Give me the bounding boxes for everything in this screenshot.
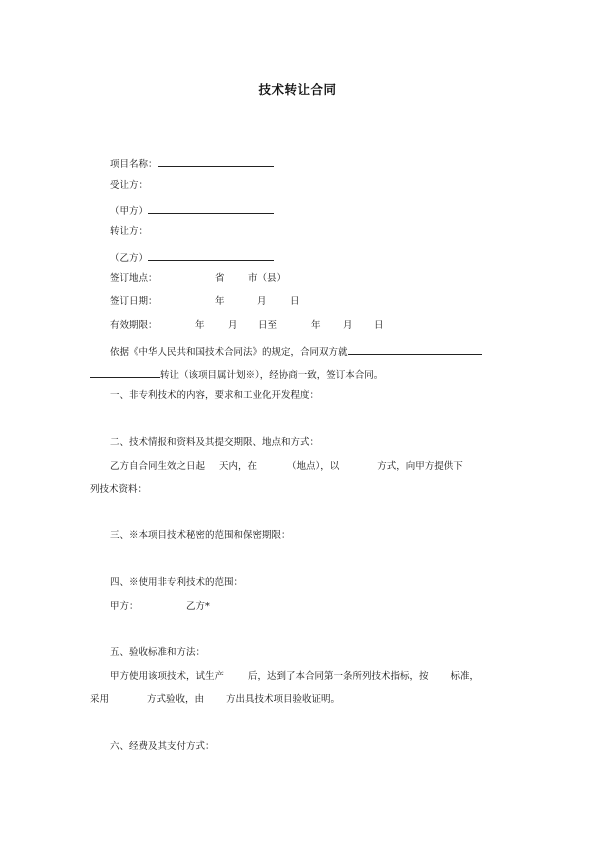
validity-end-year: 年 <box>311 320 321 331</box>
project-name-blank[interactable] <box>158 156 274 167</box>
section-6-heading: 六、经费及其支付方式： <box>110 741 215 752</box>
section-4-party-a: 甲方： <box>110 601 139 612</box>
assignor-label: 转让方： <box>110 226 149 237</box>
sign-date-month: 月 <box>257 296 267 307</box>
party-b-label: （乙方） <box>110 253 149 264</box>
section-5-para-1 <box>110 671 479 683</box>
sign-date-day: 日 <box>290 296 300 307</box>
section-2-heading: 二、技术情报和资料及其提交期限、地点和方式： <box>110 437 320 448</box>
document-title: 技术转让合同 <box>258 82 337 97</box>
sign-date-label: 签订日期： <box>110 296 158 307</box>
sec2-text-a: 乙方自合同生效之日起 <box>110 461 206 472</box>
basis-text-1: 依据《中华人民共和国技术合同法》的规定，合同双方就 <box>110 347 348 358</box>
basis-line-1 <box>110 344 482 359</box>
party-a-line <box>110 203 274 218</box>
sec5-text-c: 标准， <box>450 671 480 682</box>
sec2-text-d: 方式，向甲方提供下 <box>377 461 463 472</box>
sign-place-label: 签订地点： <box>110 273 158 284</box>
sec2-text-b: 天内，在 <box>219 461 258 472</box>
validity-start-month: 月 <box>228 320 238 331</box>
project-name-line <box>110 156 274 171</box>
sign-place-city: 市（县） <box>248 273 287 284</box>
sec5-text-e: 方式验收，由 <box>147 694 205 705</box>
basis-project-blank[interactable] <box>348 344 482 355</box>
section-1-heading: 一、非专利技术的内容，要求和工业化开发程度： <box>110 390 320 401</box>
section-5-para-2 <box>90 694 340 706</box>
party-b-blank[interactable] <box>148 250 274 261</box>
sign-place-province: 省 <box>215 273 225 284</box>
section-2-para-2: 列技术资料： <box>90 484 148 495</box>
section-4-heading: 四、※使用非专利技术的范围： <box>110 577 244 588</box>
validity-until: 日至 <box>258 320 278 331</box>
sec5-text-a: 甲方使用该项技术，试生产 <box>110 671 225 682</box>
sec5-text-f: 方出具技术项目验收证明。 <box>226 694 341 705</box>
section-4-party-b: 乙方* <box>186 601 210 612</box>
section-2-para-1 <box>110 461 463 473</box>
basis-text-2: 转让（该项目属计划※），经协商一致，签订本合同。 <box>160 370 384 381</box>
project-name-label: 项目名称： <box>110 159 158 170</box>
party-b-line <box>110 250 274 265</box>
sec5-text-b: 后，达到了本合同第一条所列技术指标，按 <box>248 671 429 682</box>
validity-end-day: 日 <box>374 320 384 331</box>
validity-label: 有效期限： <box>110 320 158 331</box>
party-a-blank[interactable] <box>148 203 274 214</box>
assignee-label: 受让方： <box>110 180 149 191</box>
sec5-text-d: 采用 <box>90 694 110 705</box>
validity-start-year: 年 <box>195 320 205 331</box>
party-a-label: （甲方） <box>110 206 149 217</box>
sign-date-year: 年 <box>215 296 225 307</box>
sec2-text-c: （地点），以 <box>287 461 340 472</box>
section-3-heading: 三、※本项目技术秘密的范围和保密期限： <box>110 530 291 541</box>
basis-project-blank-cont[interactable] <box>90 367 160 378</box>
basis-line-2 <box>90 367 383 382</box>
section-5-heading: 五、验收标准和方法： <box>110 647 206 658</box>
validity-end-month: 月 <box>343 320 353 331</box>
